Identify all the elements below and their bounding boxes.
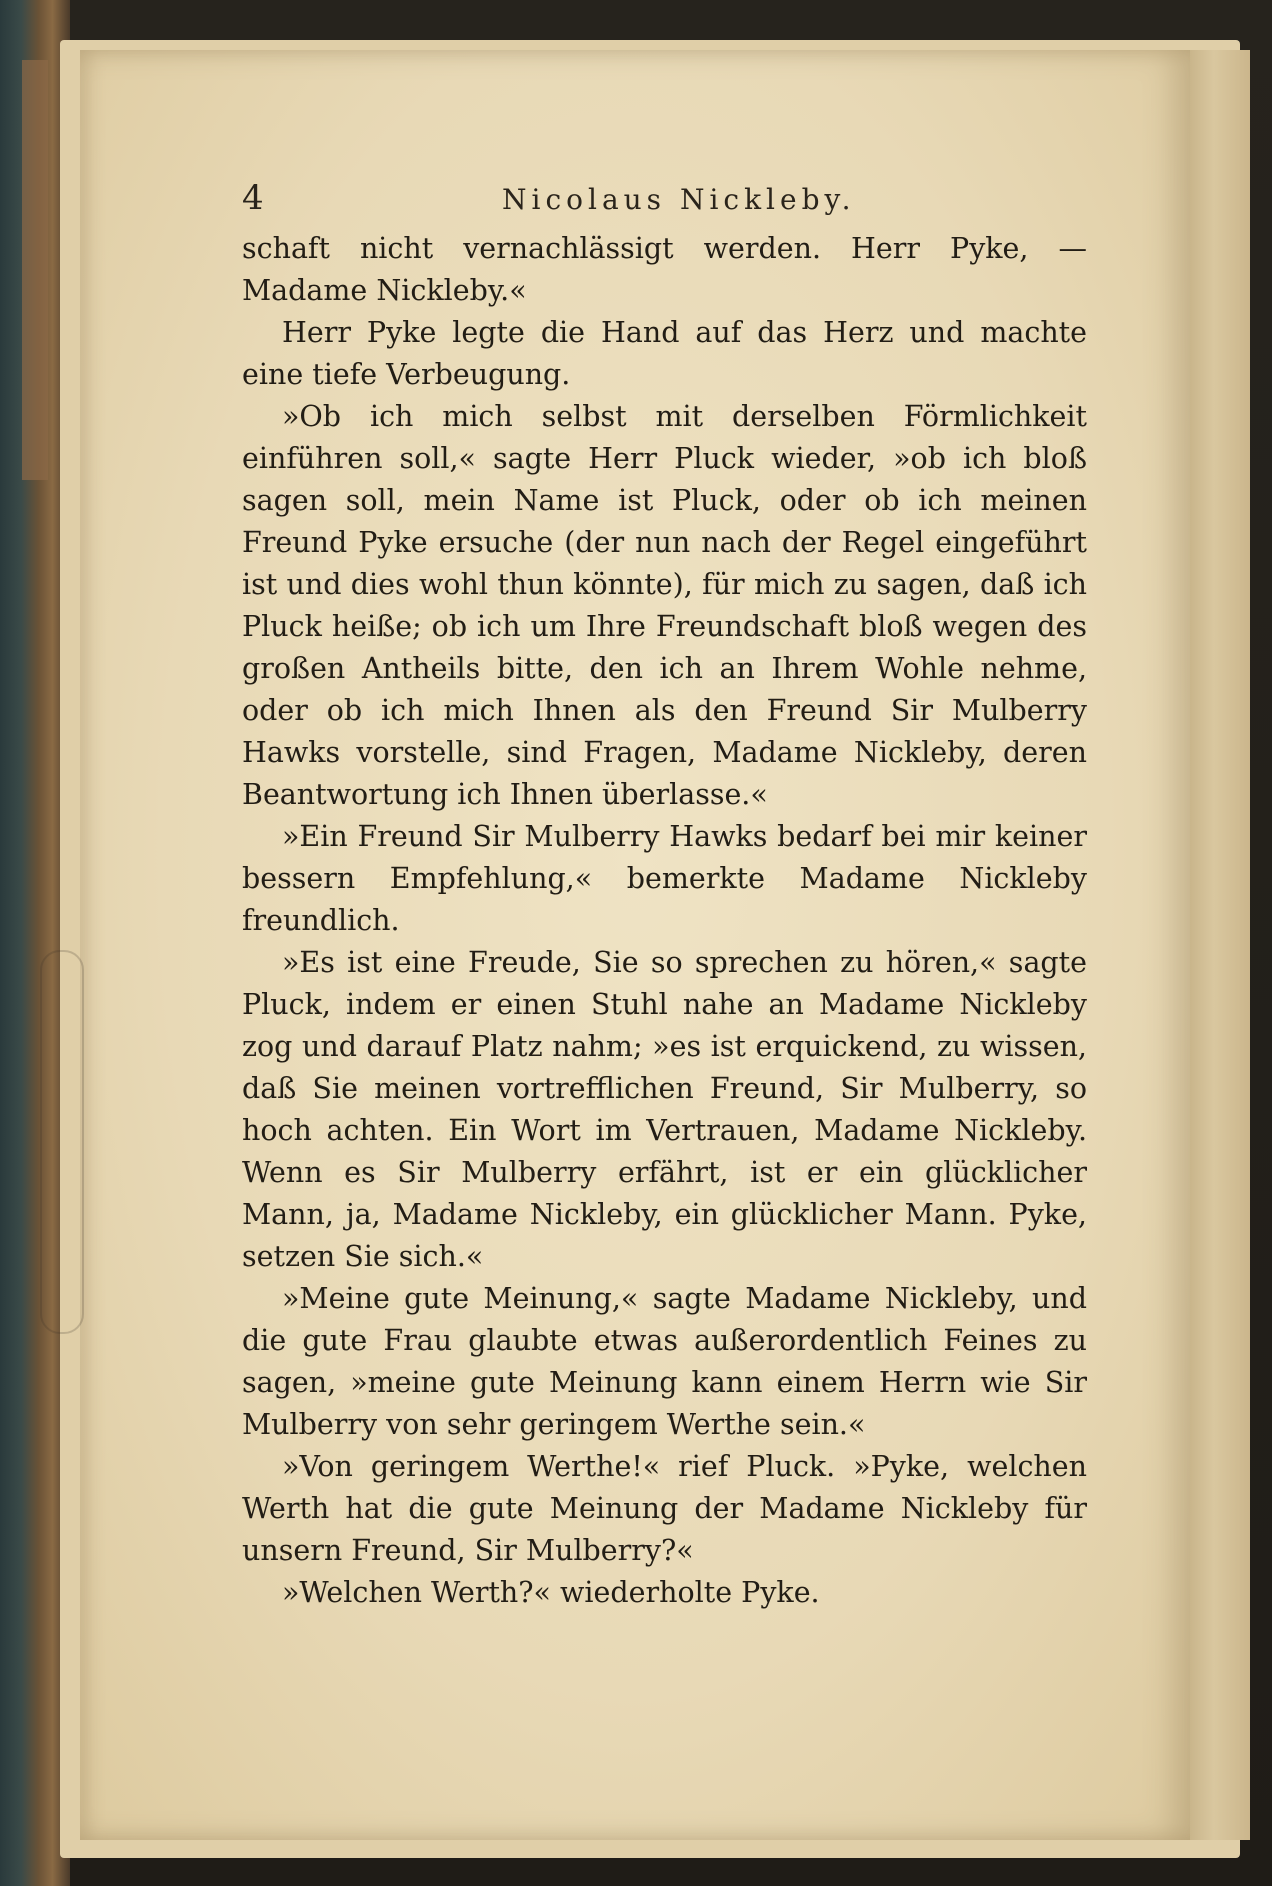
- paragraph: »Welchen Werth?« wiederholte Pyke.: [282, 1576, 820, 1609]
- body-text: [242, 228, 1087, 1614]
- page-number: 4: [242, 178, 264, 218]
- paragraph: schaft nicht vernachlässigt werden. Herr Pyke, — Madame Nickleby.«: [242, 232, 1087, 307]
- page-header: [242, 176, 1082, 220]
- show-through-illustration: [40, 950, 84, 1334]
- cover-binding-stripe: [22, 60, 48, 480]
- paragraph: »Ein Freund Sir Mulberry Hawks bedarf bei mir keiner bessern Empfehlung,« bemerkte Madame Nickleby freundlich.: [242, 820, 1087, 937]
- paragraph: »Von geringem Werthe!« rief Pluck. »Pyke, welchen Werth hat die gute Meinung der Madame Nickleby für unsern Freund, Sir Mulberry?«: [242, 1450, 1087, 1567]
- running-head: Nicolaus Nickleby.: [502, 183, 856, 216]
- paragraph: »Es ist eine Freude, Sie so sprechen zu hören,« sagte Pluck, indem er einen Stuhl nahe an Madame Nickleby zog und darauf Platz nahm; »es ist erquickend, zu wissen, daß Sie meinen vortrefflichen Freund, Sir Mulberry, so hoch achten. Ein Wort im Vertrauen, Madame Nickleby. Wenn es Sir Mulberry erfährt, ist er ein glücklicher Mann, ja, Madame Nickleby, ein glücklicher Mann. Pyke, setzen Sie sich.«: [242, 946, 1087, 1273]
- paragraph: Herr Pyke legte die Hand auf das Herz und machte eine tiefe Verbeugung.: [242, 316, 1087, 391]
- paragraph: »Ob ich mich selbst mit derselben Förmlichkeit einführen soll,« sagte Herr Pluck wieder, »ob ich bloß sagen soll, mein Name ist Pluck, oder ob ich meinen Freund Pyke ersuche (der nun nach der Regel eingeführt ist und dies wohl thun könnte), für mich zu sagen, daß ich Pluck heiße; ob ich um Ihre Freundschaft bloß wegen des großen Antheils bitte, den ich an Ihrem Wohle nehme, oder ob ich mich Ihnen als den Freund Sir Mulberry Hawks vorstelle, sind Fragen, Madame Nickleby, deren Beantwortung ich Ihnen überlasse.«: [242, 400, 1087, 811]
- facing-page-edge: [1190, 50, 1250, 1840]
- paragraph: »Meine gute Meinung,« sagte Madame Nickleby, und die gute Frau glaubte etwas außerordentlich Feines zu sagen, »meine gute Meinung kann einem Herrn wie Sir Mulberry von sehr geringem Werthe sein.«: [242, 1282, 1087, 1441]
